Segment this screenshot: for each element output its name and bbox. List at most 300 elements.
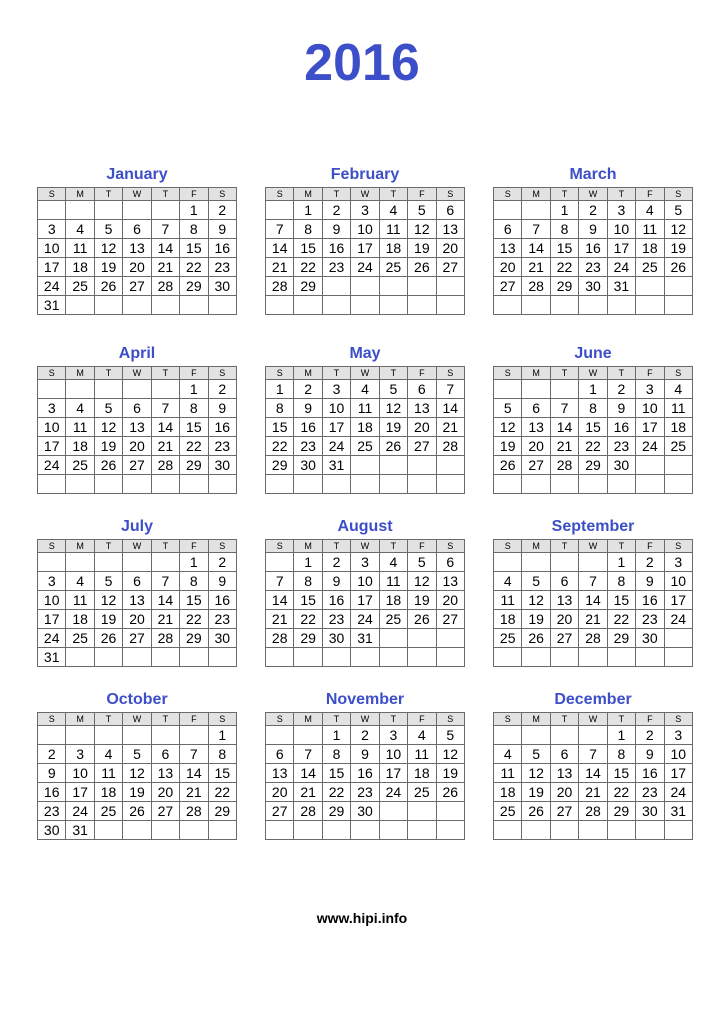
day-cell: 15	[294, 591, 322, 610]
day-cell: 23	[636, 783, 664, 802]
day-cell	[351, 456, 379, 475]
day-cell	[379, 456, 407, 475]
day-cell: 16	[579, 239, 607, 258]
weekday-header: S	[494, 367, 522, 380]
day-cell: 12	[408, 572, 436, 591]
day-cell: 12	[123, 764, 151, 783]
weekday-header: S	[266, 367, 294, 380]
day-cell: 25	[66, 277, 94, 296]
weekday-header: M	[294, 713, 322, 726]
day-cell: 3	[66, 745, 94, 764]
day-cell: 7	[522, 220, 550, 239]
day-cell	[180, 475, 208, 494]
day-cell	[522, 821, 550, 840]
day-cell: 9	[636, 745, 664, 764]
month-name: November	[325, 691, 405, 708]
day-cell	[436, 629, 464, 648]
day-cell: 3	[351, 201, 379, 220]
day-cell: 18	[494, 610, 522, 629]
day-cell	[494, 296, 522, 315]
day-cell: 19	[436, 764, 464, 783]
day-cell: 9	[607, 399, 635, 418]
day-cell: 12	[94, 418, 122, 437]
weekday-header-row	[494, 188, 693, 201]
weekday-header: S	[494, 713, 522, 726]
day-cell: 3	[38, 220, 66, 239]
day-cell	[436, 802, 464, 821]
day-cell: 30	[351, 802, 379, 821]
day-cell: 6	[550, 745, 578, 764]
week-row	[494, 821, 693, 840]
day-cell: 25	[66, 456, 94, 475]
week-row	[494, 610, 693, 629]
day-cell: 3	[351, 553, 379, 572]
week-row	[266, 764, 465, 783]
day-cell: 15	[579, 418, 607, 437]
day-cell: 30	[208, 456, 236, 475]
week-row	[38, 745, 237, 764]
day-cell	[379, 277, 407, 296]
day-cell: 8	[294, 572, 322, 591]
week-row	[38, 220, 237, 239]
weekday-header: M	[522, 540, 550, 553]
month-name: April	[118, 345, 156, 362]
weekday-header: S	[436, 540, 464, 553]
day-cell: 30	[322, 629, 350, 648]
day-cell: 7	[294, 745, 322, 764]
day-cell: 23	[208, 437, 236, 456]
day-cell: 21	[151, 258, 179, 277]
day-cell: 27	[266, 802, 294, 821]
day-cell	[550, 296, 578, 315]
weekday-header: M	[522, 367, 550, 380]
day-cell: 14	[579, 764, 607, 783]
weekday-header: F	[180, 540, 208, 553]
day-cell: 1	[266, 380, 294, 399]
day-cell: 28	[550, 456, 578, 475]
day-cell	[550, 380, 578, 399]
month-table	[493, 712, 693, 840]
weekday-header: S	[266, 188, 294, 201]
weekday-header: S	[38, 713, 66, 726]
day-cell	[550, 553, 578, 572]
day-cell: 30	[579, 277, 607, 296]
weekday-header: W	[579, 188, 607, 201]
day-cell: 12	[494, 418, 522, 437]
weekday-header: F	[408, 367, 436, 380]
month-september	[493, 517, 693, 667]
day-cell: 18	[494, 783, 522, 802]
day-cell: 17	[38, 437, 66, 456]
week-row	[494, 239, 693, 258]
day-cell: 5	[94, 220, 122, 239]
day-cell	[494, 553, 522, 572]
day-cell	[607, 821, 635, 840]
day-cell: 20	[436, 591, 464, 610]
weekday-header: F	[408, 713, 436, 726]
day-cell: 2	[322, 553, 350, 572]
day-cell: 5	[94, 572, 122, 591]
day-cell: 30	[636, 802, 664, 821]
day-cell	[266, 821, 294, 840]
day-cell: 21	[151, 610, 179, 629]
day-cell: 13	[436, 220, 464, 239]
weekday-header: M	[294, 188, 322, 201]
weekday-header: S	[436, 188, 464, 201]
day-cell: 28	[294, 802, 322, 821]
day-cell: 8	[266, 399, 294, 418]
weekday-header: T	[607, 540, 635, 553]
day-cell	[123, 553, 151, 572]
day-cell: 16	[208, 239, 236, 258]
day-cell	[66, 553, 94, 572]
day-cell: 6	[436, 201, 464, 220]
day-cell: 22	[322, 783, 350, 802]
day-cell: 17	[351, 239, 379, 258]
week-row	[266, 380, 465, 399]
day-cell: 14	[266, 591, 294, 610]
day-cell: 11	[408, 745, 436, 764]
day-cell: 1	[579, 380, 607, 399]
day-cell: 8	[322, 745, 350, 764]
weekday-header: T	[607, 713, 635, 726]
day-cell: 4	[66, 572, 94, 591]
day-cell: 25	[636, 258, 664, 277]
weekday-header: W	[579, 367, 607, 380]
day-cell: 6	[550, 572, 578, 591]
day-cell: 11	[66, 591, 94, 610]
day-cell: 27	[123, 277, 151, 296]
weekday-header: F	[636, 367, 664, 380]
day-cell: 8	[294, 220, 322, 239]
day-cell: 22	[579, 437, 607, 456]
day-cell	[636, 296, 664, 315]
day-cell	[208, 648, 236, 667]
day-cell: 3	[38, 399, 66, 418]
week-row	[266, 456, 465, 475]
day-cell: 4	[379, 201, 407, 220]
week-row	[38, 239, 237, 258]
day-cell: 7	[579, 572, 607, 591]
day-cell: 19	[522, 610, 550, 629]
day-cell: 22	[294, 610, 322, 629]
weekday-header: W	[579, 713, 607, 726]
week-row	[38, 764, 237, 783]
day-cell: 17	[607, 239, 635, 258]
day-cell: 11	[66, 239, 94, 258]
day-cell: 6	[123, 572, 151, 591]
weekday-header: T	[550, 713, 578, 726]
day-cell	[123, 648, 151, 667]
day-cell: 22	[266, 437, 294, 456]
day-cell: 7	[266, 220, 294, 239]
day-cell: 17	[38, 610, 66, 629]
day-cell: 28	[579, 629, 607, 648]
weekday-header: F	[180, 188, 208, 201]
week-row	[266, 418, 465, 437]
day-cell: 19	[94, 437, 122, 456]
day-cell: 24	[322, 437, 350, 456]
day-cell: 17	[351, 591, 379, 610]
day-cell: 11	[664, 399, 692, 418]
day-cell	[379, 648, 407, 667]
week-row	[266, 258, 465, 277]
day-cell: 4	[66, 399, 94, 418]
day-cell: 23	[208, 610, 236, 629]
day-cell: 5	[408, 201, 436, 220]
day-cell: 17	[664, 764, 692, 783]
week-row	[494, 201, 693, 220]
day-cell: 11	[94, 764, 122, 783]
day-cell: 23	[351, 783, 379, 802]
week-row	[38, 418, 237, 437]
day-cell: 15	[322, 764, 350, 783]
day-cell: 29	[208, 802, 236, 821]
weekday-header: F	[636, 188, 664, 201]
day-cell: 29	[180, 277, 208, 296]
month-table	[493, 366, 693, 494]
day-cell	[664, 296, 692, 315]
week-row	[494, 802, 693, 821]
weekday-header: T	[379, 540, 407, 553]
day-cell	[607, 296, 635, 315]
day-cell: 3	[379, 726, 407, 745]
day-cell	[408, 648, 436, 667]
day-cell: 1	[550, 201, 578, 220]
day-cell: 27	[123, 456, 151, 475]
weekday-header: M	[522, 188, 550, 201]
day-cell: 14	[294, 764, 322, 783]
day-cell: 9	[208, 399, 236, 418]
footer-url[interactable]: www.hipi.info	[316, 910, 408, 926]
day-cell: 2	[579, 201, 607, 220]
day-cell: 29	[266, 456, 294, 475]
week-row	[266, 239, 465, 258]
day-cell: 25	[379, 258, 407, 277]
day-cell: 3	[636, 380, 664, 399]
day-cell	[436, 456, 464, 475]
week-row	[266, 783, 465, 802]
week-row	[38, 648, 237, 667]
weekday-header: F	[636, 540, 664, 553]
week-row	[494, 726, 693, 745]
day-cell: 31	[351, 629, 379, 648]
day-cell: 31	[38, 648, 66, 667]
day-cell: 25	[379, 610, 407, 629]
week-row	[38, 783, 237, 802]
day-cell: 13	[123, 418, 151, 437]
weekday-header: F	[180, 367, 208, 380]
month-name: December	[554, 691, 632, 708]
day-cell: 24	[607, 258, 635, 277]
day-cell	[636, 475, 664, 494]
day-cell	[408, 456, 436, 475]
day-cell: 2	[322, 201, 350, 220]
day-cell	[550, 648, 578, 667]
weekday-header: T	[94, 713, 122, 726]
day-cell: 9	[636, 572, 664, 591]
weekday-header-row	[494, 713, 693, 726]
weekday-header: T	[322, 713, 350, 726]
day-cell: 10	[66, 764, 94, 783]
week-row	[494, 418, 693, 437]
day-cell: 5	[94, 399, 122, 418]
weekday-header: M	[294, 540, 322, 553]
month-table	[493, 539, 693, 667]
week-row	[494, 745, 693, 764]
day-cell: 13	[123, 239, 151, 258]
day-cell	[436, 821, 464, 840]
week-row	[266, 726, 465, 745]
day-cell	[123, 296, 151, 315]
day-cell: 22	[180, 437, 208, 456]
day-cell: 13	[436, 572, 464, 591]
day-cell: 12	[94, 591, 122, 610]
day-cell: 26	[522, 629, 550, 648]
day-cell: 8	[208, 745, 236, 764]
day-cell: 6	[436, 553, 464, 572]
weekday-header-row	[494, 367, 693, 380]
month-table	[37, 187, 237, 315]
day-cell: 26	[94, 456, 122, 475]
day-cell: 23	[38, 802, 66, 821]
day-cell: 8	[579, 399, 607, 418]
day-cell	[94, 475, 122, 494]
day-cell: 5	[522, 745, 550, 764]
day-cell: 15	[180, 239, 208, 258]
day-cell	[522, 726, 550, 745]
weekday-header: S	[494, 188, 522, 201]
day-cell	[494, 648, 522, 667]
weekday-header: W	[579, 540, 607, 553]
day-cell: 27	[494, 277, 522, 296]
day-cell: 13	[522, 418, 550, 437]
day-cell: 28	[436, 437, 464, 456]
weekday-header-row	[38, 188, 237, 201]
day-cell: 2	[208, 553, 236, 572]
weekday-header-row	[494, 540, 693, 553]
week-row	[494, 572, 693, 591]
day-cell	[208, 821, 236, 840]
day-cell: 9	[322, 572, 350, 591]
day-cell: 8	[607, 572, 635, 591]
day-cell: 9	[579, 220, 607, 239]
week-row	[494, 764, 693, 783]
day-cell: 18	[94, 783, 122, 802]
day-cell: 10	[38, 239, 66, 258]
day-cell: 14	[180, 764, 208, 783]
day-cell	[494, 726, 522, 745]
day-cell	[550, 726, 578, 745]
day-cell: 10	[38, 418, 66, 437]
day-cell	[436, 277, 464, 296]
day-cell: 12	[436, 745, 464, 764]
day-cell: 1	[294, 201, 322, 220]
day-cell	[123, 475, 151, 494]
weekday-header: T	[94, 540, 122, 553]
day-cell: 4	[351, 380, 379, 399]
day-cell: 17	[664, 591, 692, 610]
day-cell: 10	[379, 745, 407, 764]
day-cell	[151, 201, 179, 220]
month-name: January	[106, 166, 168, 183]
day-cell: 21	[294, 783, 322, 802]
month-december	[493, 690, 693, 840]
weekday-header: S	[38, 540, 66, 553]
day-cell: 31	[66, 821, 94, 840]
day-cell: 5	[408, 553, 436, 572]
day-cell	[607, 475, 635, 494]
day-cell: 6	[522, 399, 550, 418]
day-cell: 18	[408, 764, 436, 783]
day-cell	[322, 648, 350, 667]
day-cell: 24	[38, 456, 66, 475]
day-cell: 21	[550, 437, 578, 456]
weekday-header: F	[408, 540, 436, 553]
day-cell: 12	[664, 220, 692, 239]
month-may	[265, 344, 465, 494]
day-cell: 4	[66, 220, 94, 239]
day-cell: 21	[522, 258, 550, 277]
day-cell	[208, 296, 236, 315]
day-cell	[664, 277, 692, 296]
month-name: May	[349, 345, 381, 362]
day-cell: 25	[351, 437, 379, 456]
weekday-header: T	[550, 188, 578, 201]
month-table	[265, 712, 465, 840]
weekday-header: T	[607, 367, 635, 380]
day-cell: 27	[550, 629, 578, 648]
day-cell	[408, 821, 436, 840]
day-cell: 13	[550, 591, 578, 610]
day-cell: 6	[123, 399, 151, 418]
day-cell	[66, 726, 94, 745]
day-cell: 2	[351, 726, 379, 745]
day-cell	[408, 277, 436, 296]
week-row	[38, 380, 237, 399]
week-row	[38, 437, 237, 456]
day-cell: 18	[379, 591, 407, 610]
day-cell: 29	[579, 456, 607, 475]
weekday-header: T	[151, 540, 179, 553]
day-cell: 25	[66, 629, 94, 648]
day-cell	[379, 296, 407, 315]
day-cell: 13	[266, 764, 294, 783]
day-cell: 10	[351, 572, 379, 591]
day-cell: 2	[636, 726, 664, 745]
day-cell: 2	[208, 380, 236, 399]
day-cell: 30	[294, 456, 322, 475]
week-row	[494, 591, 693, 610]
week-row	[38, 296, 237, 315]
day-cell: 14	[266, 239, 294, 258]
day-cell: 19	[94, 258, 122, 277]
day-cell: 7	[436, 380, 464, 399]
day-cell: 14	[151, 239, 179, 258]
weekday-header: S	[436, 367, 464, 380]
day-cell: 16	[322, 591, 350, 610]
day-cell: 16	[38, 783, 66, 802]
weekday-header: S	[664, 713, 692, 726]
day-cell: 16	[208, 591, 236, 610]
day-cell: 27	[522, 456, 550, 475]
day-cell	[494, 475, 522, 494]
day-cell: 25	[664, 437, 692, 456]
day-cell: 23	[322, 258, 350, 277]
day-cell: 20	[123, 437, 151, 456]
day-cell: 31	[607, 277, 635, 296]
day-cell	[123, 726, 151, 745]
